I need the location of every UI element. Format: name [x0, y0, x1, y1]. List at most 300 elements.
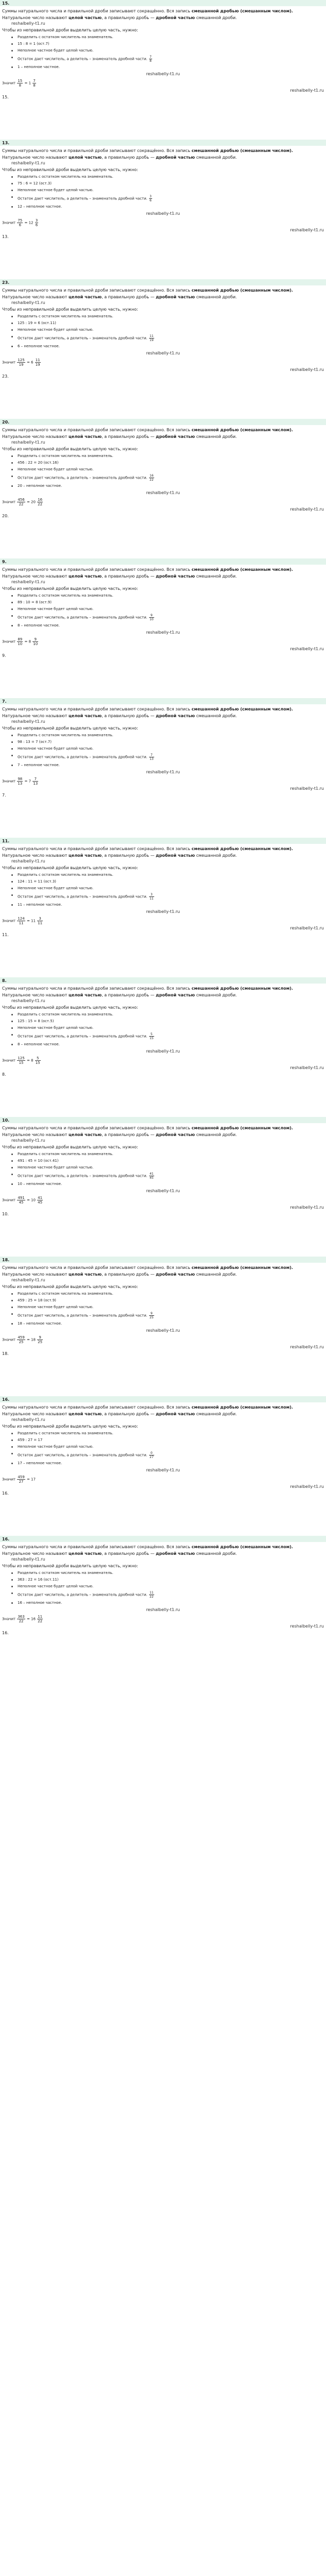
- intro-bold: дробной частью: [156, 295, 195, 299]
- step-item: Остаток дает числитель, а делитель – знаменатель дробной части. $\frac{5}{15}$: [2, 1032, 324, 1040]
- step-item: Остаток дает числитель, а делитель – знаменатель дробной части. $\frac{7}{13}$: [2, 753, 324, 761]
- instruction-text: Чтобы из неправильной дроби выделить целую часть, нужно:: [2, 447, 138, 451]
- fraction-denominator: 8: [33, 83, 36, 88]
- fraction-denominator: 15: [150, 1037, 154, 1040]
- fraction: [149, 753, 154, 761]
- intro-paragraph: Суммы натурального числа и правильной дроби записывают сокращённо. Вся запись смешанной дробью (смешанным числом).: [2, 1405, 294, 1410]
- task-header-band: 11.: [0, 838, 326, 844]
- fraction: [37, 1335, 43, 1344]
- fraction: [37, 917, 43, 925]
- fraction-numerator: 125: [18, 1056, 25, 1060]
- watermark-text: reshalbelly-t1.ru: [146, 630, 180, 635]
- fraction-numerator: 15: [18, 79, 23, 83]
- intro-paragraph: Натуральное число называют целой частью, а правильную дробь — дробной частью смешанной дроби.: [2, 15, 237, 20]
- steps-list: [2, 1292, 324, 1326]
- step-item: 75 : 6 = 12 (ост.3): [2, 181, 324, 186]
- task-number: 7.: [2, 793, 6, 798]
- fraction-denominator: 22: [150, 1595, 154, 1599]
- fraction-numerator: 11: [38, 1615, 43, 1619]
- intro-paragraph: Натуральное число называют целой частью, а правильную дробь — дробной частью смешанной дроби.: [2, 295, 237, 299]
- answer-label: Значит: [2, 1617, 17, 1621]
- intro-paragraph: Натуральное число называют целой частью, а правильную дробь — дробной частью смешанной дроби.: [2, 1551, 237, 1556]
- intro-paragraph: Суммы натурального числа и правильной дроби записывают сокращённо. Вся запись смешанной дробью (смешанным числом).: [2, 148, 294, 153]
- watermark-text: reshalbelly-t1.ru: [290, 1065, 324, 1070]
- fraction-numerator: 124: [18, 917, 25, 921]
- answer-line: Значит $\frac{75}{6}$ = 12 $\frac{3}{6}$: [2, 218, 38, 227]
- intro-paragraph: Натуральное число называют целой частью, а правильную дробь — дробной частью смешанной дроби.: [2, 155, 237, 160]
- watermark-text: reshalbelly-t1.ru: [290, 1484, 324, 1489]
- task-block: [0, 0, 326, 140]
- task-header-band: 7.: [0, 698, 326, 704]
- fraction: [149, 1032, 154, 1040]
- fraction: [149, 55, 152, 63]
- task-number: 15.: [2, 95, 9, 99]
- watermark-text: reshalbelly-t1.ru: [146, 1049, 180, 1054]
- task-block: [0, 977, 326, 1117]
- step-item: 124 : 11 = 11 (ост.3): [2, 879, 324, 884]
- step-item: Остаток дает числитель, а делитель – знаменатель дробной части. $\frac{0}{27}$: [2, 1451, 324, 1459]
- intro-paragraph: Натуральное число называют целой частью, а правильную дробь — дробной частью смешанной дроби.: [2, 714, 237, 718]
- fraction-numerator: 7: [150, 55, 152, 59]
- intro-paragraph: Натуральное число называют целой частью, а правильную дробь — дробной частью смешанной дроби.: [2, 1272, 237, 1277]
- intro-paragraph: Натуральное число называют целой частью, а правильную дробь — дробной частью смешанной дроби.: [2, 574, 237, 579]
- watermark-text: reshalbelly-t1.ru: [290, 228, 324, 232]
- step-item: Неполное частное будет целой частью.: [2, 1165, 324, 1170]
- fraction-numerator: 459: [18, 1475, 25, 1479]
- task-number: 8.: [2, 1072, 6, 1077]
- task-number: 13.: [2, 234, 9, 239]
- step-item: 491 : 45 = 10 (ост.41): [2, 1159, 324, 1163]
- watermark-text: reshalbelly-t1.ru: [290, 926, 324, 930]
- fraction: [149, 614, 154, 621]
- watermark-text: reshalbelly-t1.ru: [11, 1278, 45, 1282]
- fraction: [17, 777, 23, 786]
- intro-bold: целой частью: [68, 993, 102, 997]
- task-header-band: 23.: [0, 279, 326, 285]
- intro-bold: дробной частью: [156, 15, 195, 20]
- fraction: [149, 1172, 154, 1180]
- fraction-denominator: 11: [19, 921, 24, 925]
- steps-list: [2, 1012, 324, 1047]
- answer-line: Значит $\frac{124}{11}$ = 11 $\frac{3}{11}$: [2, 917, 43, 925]
- step-item: 12 – неполное частное.: [2, 205, 324, 209]
- fraction-denominator: 10: [33, 642, 38, 646]
- intro-paragraph: Суммы натурального числа и правильной дроби записывают сокращённо. Вся запись смешанной дробью (смешанным числом).: [2, 846, 294, 851]
- fraction-denominator: 10: [150, 618, 154, 621]
- fraction: [17, 917, 25, 925]
- step-item: Неполное частное будет целой частью.: [2, 1445, 324, 1449]
- intro-bold: смешанной дробью (смешанным числом).: [191, 567, 294, 572]
- watermark-text: reshalbelly-t1.ru: [11, 998, 45, 1003]
- fraction-denominator: 15: [35, 1061, 40, 1065]
- fraction: [17, 1196, 25, 1205]
- step-item: 459 : 27 = 17: [2, 1438, 324, 1443]
- instruction-text: Чтобы из неправильной дроби выделить целую часть, нужно:: [2, 1424, 138, 1429]
- intro-bold: смешанной дробью (смешанным числом).: [191, 9, 294, 13]
- fraction-denominator: 8: [150, 59, 152, 63]
- fraction-numerator: 75: [18, 218, 23, 223]
- fraction: [17, 1335, 25, 1344]
- task-number: 16.: [2, 1491, 9, 1496]
- fraction-denominator: 10: [18, 642, 23, 646]
- fraction-denominator: 11: [38, 921, 43, 925]
- fraction: [149, 1451, 154, 1459]
- fraction-denominator: 19: [150, 338, 154, 342]
- instruction-text: Чтобы из неправильной дроби выделить целую часть, нужно:: [2, 726, 138, 731]
- fraction-denominator: 13: [150, 757, 154, 761]
- answer-label: Значит: [2, 360, 17, 365]
- intro-bold: смешанной дробью (смешанным числом).: [191, 846, 294, 851]
- intro-bold: дробной частью: [156, 714, 195, 718]
- watermark-text: reshalbelly-t1.ru: [290, 1345, 324, 1349]
- fraction-numerator: 11: [150, 1591, 154, 1595]
- step-item: Разделить с остатком числитель на знаменатель.: [2, 1571, 324, 1575]
- fraction-numerator: 5: [35, 1056, 41, 1061]
- fraction-numerator: 9: [149, 614, 154, 618]
- intro-bold: смешанной дробью (смешанным числом).: [191, 428, 294, 432]
- step-item: Разделить с остатком числитель на знаменатель.: [2, 454, 324, 459]
- fraction: [35, 1056, 41, 1065]
- step-item: Разделить с остатком числитель на знаменатель.: [2, 733, 324, 738]
- fraction-denominator: 6: [35, 223, 38, 227]
- intro-bold: дробной частью: [156, 434, 195, 439]
- step-item: Неполное частное будет целой частью.: [2, 747, 324, 751]
- task-header-band: 18.: [0, 1257, 326, 1263]
- step-item: 125 : 15 = 8 (ост.5): [2, 1019, 324, 1024]
- watermark-text: reshalbelly-t1.ru: [290, 507, 324, 512]
- answer-label: Значит: [2, 221, 17, 225]
- task-number: 16.: [2, 1631, 9, 1635]
- answer-line: Значит $\frac{15}{8}$ = 1 $\frac{7}{8}$: [2, 79, 36, 88]
- step-item: Неполное частное будет целой частью.: [2, 48, 324, 53]
- task-block: [0, 140, 326, 279]
- watermark-text: reshalbelly-t1.ru: [146, 490, 180, 495]
- answer-line: Значит $\frac{125}{15}$ = 8 $\frac{5}{15}$: [2, 1056, 40, 1065]
- step-item: 10 – неполное частное.: [2, 1182, 324, 1187]
- watermark-text: reshalbelly-t1.ru: [11, 580, 45, 584]
- intro-bold: дробной частью: [156, 993, 195, 997]
- fraction-denominator: 22: [150, 478, 154, 482]
- fraction-denominator: 19: [19, 363, 24, 367]
- watermark-text: reshalbelly-t1.ru: [11, 1417, 45, 1422]
- task-block: [0, 558, 326, 698]
- task-number: 11.: [2, 933, 9, 937]
- fraction: [17, 1615, 25, 1623]
- step-item: 7 – неполное частное.: [2, 763, 324, 768]
- step-item: Разделить с остатком числитель на знаменатель.: [2, 35, 324, 40]
- fraction-denominator: 45: [19, 1200, 24, 1205]
- answer-line: Значит $\frac{363}{22}$ = 16 $\frac{11}{22}$: [2, 1615, 43, 1623]
- fraction-numerator: 9: [37, 1335, 43, 1340]
- watermark-text: reshalbelly-t1.ru: [146, 1607, 180, 1612]
- intro-paragraph: Натуральное число называют целой частью, а правильную дробь — дробной частью смешанной дроби.: [2, 434, 237, 439]
- watermark-text: reshalbelly-t1.ru: [11, 300, 45, 305]
- task-block: [0, 838, 326, 977]
- intro-bold: целой частью: [68, 853, 102, 858]
- intro-bold: целой частью: [68, 295, 102, 299]
- fraction-denominator: 22: [38, 502, 43, 506]
- intro-bold: дробной частью: [156, 853, 195, 858]
- step-item: 8 – неполное частное.: [2, 1042, 324, 1047]
- fraction-numerator: 3: [35, 218, 38, 223]
- task-block: [0, 698, 326, 838]
- intro-bold: смешанной дробью (смешанным числом).: [191, 288, 294, 293]
- step-item: Неполное частное будет целой частью.: [2, 886, 324, 891]
- answer-line: Значит $\frac{98}{13}$ = 7 $\frac{7}{13}$: [2, 777, 38, 786]
- intro-bold: смешанной дробью (смешанным числом).: [191, 1545, 294, 1549]
- answer-line: Значит $\frac{491}{45}$ = 10 $\frac{41}{45}$: [2, 1196, 43, 1205]
- fraction-denominator: 13: [18, 782, 23, 786]
- step-item: Остаток дает числитель, а делитель – знаменатель дробной части. $\frac{7}{8}$: [2, 55, 324, 63]
- watermark-text: reshalbelly-t1.ru: [146, 1189, 180, 1193]
- fraction-numerator: 125: [18, 358, 25, 362]
- watermark-text: reshalbelly-t1.ru: [11, 440, 45, 445]
- step-item: 89 : 10 = 8 (ост.9): [2, 600, 324, 605]
- fraction-numerator: 7: [33, 79, 36, 83]
- fraction-denominator: 6: [150, 199, 152, 202]
- step-item: Остаток дает числитель, а делитель – знаменатель дробной части. $\frac{3}{11}$: [2, 893, 324, 901]
- task-block: [0, 279, 326, 419]
- instruction-text: Чтобы из неправильной дроби выделить целую часть, нужно:: [2, 1145, 138, 1149]
- fraction: [149, 893, 154, 901]
- intro-bold: целой частью: [68, 574, 102, 579]
- step-item: 20 – неполное частное.: [2, 484, 324, 488]
- intro-bold: смешанной дробью (смешанным числом).: [191, 707, 294, 711]
- fraction: [37, 1196, 43, 1205]
- watermark-text: reshalbelly-t1.ru: [290, 1624, 324, 1629]
- watermark-text: reshalbelly-t1.ru: [146, 211, 180, 216]
- steps-list: [2, 873, 324, 907]
- step-item: Остаток дает числитель, а делитель – знаменатель дробной части. $\frac{11}{22}$: [2, 1591, 324, 1599]
- watermark-text: reshalbelly-t1.ru: [146, 1468, 180, 1472]
- intro-bold: дробной частью: [156, 1132, 195, 1137]
- fraction-numerator: 89: [18, 637, 23, 641]
- answer-label: Значит: [2, 639, 17, 644]
- fraction-denominator: 25: [38, 1340, 43, 1344]
- steps-list: [2, 1431, 324, 1466]
- step-item: Разделить с остатком числитель на знаменатель.: [2, 1431, 324, 1436]
- watermark-text: reshalbelly-t1.ru: [146, 770, 180, 774]
- fraction: [17, 358, 25, 367]
- watermark-text: reshalbelly-t1.ru: [290, 786, 324, 791]
- watermark-text: reshalbelly-t1.ru: [11, 1138, 45, 1143]
- intro-paragraph: Суммы натурального числа и правильной дроби записывают сокращённо. Вся запись смешанной дробью (смешанным числом).: [2, 1126, 294, 1130]
- intro-bold: дробной частью: [156, 1551, 195, 1556]
- intro-bold: целой частью: [68, 434, 102, 439]
- intro-paragraph: Суммы натурального числа и правильной дроби записывают сокращённо. Вся запись смешанной дробью (смешанным числом).: [2, 986, 294, 991]
- task-header-band: 9.: [0, 558, 326, 565]
- step-item: Неполное частное будет целой частью.: [2, 1026, 324, 1030]
- fraction: [17, 1475, 25, 1484]
- fraction: [149, 1591, 154, 1599]
- fraction-denominator: 15: [19, 1061, 24, 1065]
- fraction-denominator: 27: [150, 1455, 154, 1459]
- fraction-numerator: 7: [149, 753, 154, 757]
- fraction: [37, 1615, 43, 1623]
- step-item: Неполное частное будет целой частью.: [2, 1305, 324, 1310]
- watermark-text: reshalbelly-t1.ru: [146, 1328, 180, 1333]
- instruction-text: Чтобы из неправильной дроби выделить целую часть, нужно:: [2, 167, 138, 172]
- fraction-numerator: 3: [149, 893, 154, 897]
- intro-paragraph: Натуральное число называют целой частью, а правильную дробь — дробной частью смешанной дроби.: [2, 1412, 237, 1416]
- fraction: [17, 637, 23, 646]
- answer-line: Значит $\frac{459}{25}$ = 18 $\frac{9}{25}$: [2, 1335, 43, 1344]
- task-number: 20.: [2, 514, 9, 518]
- fraction-numerator: 3: [37, 917, 43, 921]
- task-header-band: 20.: [0, 419, 326, 425]
- task-block: [0, 1396, 326, 1536]
- step-item: Неполное частное будет целой частью.: [2, 607, 324, 612]
- watermark-text: reshalbelly-t1.ru: [290, 367, 324, 372]
- step-item: 363 : 22 = 16 (ост.11): [2, 1578, 324, 1582]
- fraction-denominator: 6: [19, 223, 22, 227]
- fraction: [37, 498, 43, 506]
- intro-paragraph: Суммы натурального числа и правильной дроби записывают сокращённо. Вся запись смешанной дробью (смешанным числом).: [2, 1265, 294, 1270]
- instruction-text: Чтобы из неправильной дроби выделить целую часть, нужно:: [2, 586, 138, 591]
- answer-label: Значит: [2, 919, 17, 923]
- fraction-numerator: 98: [18, 777, 23, 781]
- watermark-text: reshalbelly-t1.ru: [290, 88, 324, 93]
- answer-label: Значит: [2, 1058, 17, 1063]
- intro-bold: целой частью: [68, 155, 102, 160]
- step-item: 15 : 8 = 1 (ост.7): [2, 42, 324, 46]
- fraction-denominator: 19: [35, 363, 40, 367]
- fraction: [32, 79, 36, 88]
- task-block: [0, 1117, 326, 1257]
- fraction: [17, 1056, 25, 1065]
- steps-list: [2, 35, 324, 70]
- instruction-text: Чтобы из неправильной дроби выделить целую часть, нужно:: [2, 1005, 138, 1010]
- fraction: [32, 777, 38, 786]
- intro-bold: дробной частью: [156, 1272, 195, 1277]
- answer-label: Значит: [2, 81, 17, 86]
- step-item: 98 : 13 = 7 (ост.7): [2, 740, 324, 744]
- fraction-numerator: 491: [18, 1196, 25, 1200]
- step-item: Разделить с остатком числитель на знаменатель.: [2, 314, 324, 319]
- fraction: [149, 474, 154, 482]
- fraction-denominator: 25: [19, 1340, 24, 1344]
- answer-label: Значит: [2, 500, 17, 504]
- step-item: 8 – неполное частное.: [2, 623, 324, 628]
- intro-bold: смешанной дробью (смешанным числом).: [191, 1126, 294, 1130]
- step-item: Неполное частное будет целой частью.: [2, 328, 324, 332]
- step-item: Разделить с остатком числитель на знаменатель.: [2, 1152, 324, 1157]
- fraction-denominator: 22: [19, 502, 24, 506]
- fraction: [149, 334, 154, 342]
- steps-list: [2, 314, 324, 349]
- task-header-band: 16.: [0, 1536, 326, 1542]
- fraction-denominator: 22: [38, 1619, 43, 1623]
- intro-bold: целой частью: [68, 15, 102, 20]
- answer-label: Значит: [2, 1477, 17, 1482]
- fraction-denominator: 45: [38, 1200, 43, 1205]
- fraction: [17, 79, 23, 88]
- intro-paragraph: Суммы натурального числа и правильной дроби записывают сокращённо. Вся запись смешанной дробью (смешанным числом).: [2, 428, 294, 432]
- step-item: 18 – неполное частное.: [2, 1321, 324, 1326]
- answer-line: Значит $\frac{89}{10}$ = 8 $\frac{9}{10}$: [2, 637, 38, 646]
- step-item: Неполное частное будет целой частью.: [2, 188, 324, 193]
- fraction-numerator: 7: [32, 777, 38, 782]
- intro-bold: смешанной дробью (смешанным числом).: [191, 1405, 294, 1410]
- task-block: [0, 1257, 326, 1396]
- fraction: [17, 498, 25, 506]
- step-item: Разделить с остатком числитель на знаменатель.: [2, 873, 324, 877]
- step-item: 1 – неполное частное.: [2, 65, 324, 70]
- fraction-numerator: 363: [18, 1615, 25, 1619]
- step-item: Остаток дает числитель, а делитель – знаменатель дробной части. $\frac{3}{6}$: [2, 195, 324, 202]
- watermark-text: reshalbelly-t1.ru: [11, 1557, 45, 1562]
- fraction: [35, 218, 38, 227]
- watermark-text: reshalbelly-t1.ru: [290, 647, 324, 651]
- fraction-denominator: 45: [150, 1176, 154, 1180]
- fraction: [32, 637, 38, 646]
- watermark-text: reshalbelly-t1.ru: [11, 859, 45, 863]
- instruction-text: Чтобы из неправильной дроби выделить целую часть, нужно:: [2, 307, 138, 312]
- answer-line: Значит $\frac{456}{22}$ = 20 $\frac{16}{22}$: [2, 498, 43, 506]
- fraction-numerator: 0: [149, 1451, 154, 1455]
- fraction-numerator: 9: [149, 1312, 154, 1316]
- watermark-text: reshalbelly-t1.ru: [11, 719, 45, 724]
- intro-paragraph: Суммы натурального числа и правильной дроби записывают сокращённо. Вся запись смешанной дробью (смешанным числом).: [2, 707, 294, 711]
- intro-paragraph: Натуральное число называют целой частью, а правильную дробь — дробной частью смешанной дроби.: [2, 993, 237, 997]
- step-item: Разделить с остатком числитель на знаменатель.: [2, 1292, 324, 1296]
- task-header-band: 10.: [0, 1117, 326, 1123]
- answer-line: Значит $\frac{125}{19}$ = 6 $\frac{11}{19}$: [2, 358, 40, 367]
- intro-paragraph: Натуральное число называют целой частью, а правильную дробь — дробной частью смешанной дроби.: [2, 853, 237, 858]
- intro-bold: целой частью: [68, 1412, 102, 1416]
- watermark-text: reshalbelly-t1.ru: [11, 161, 45, 165]
- fraction-denominator: 8: [19, 83, 22, 88]
- watermark-text: reshalbelly-t1.ru: [290, 1205, 324, 1210]
- step-item: 11 – неполное частное.: [2, 903, 324, 907]
- task-header-band: 16.: [0, 1396, 326, 1402]
- instruction-text: Чтобы из неправильной дроби выделить целую часть, нужно:: [2, 1284, 138, 1289]
- fraction-numerator: 11: [35, 358, 40, 362]
- intro-bold: смешанной дробью (смешанным числом).: [191, 986, 294, 991]
- steps-list: [2, 454, 324, 488]
- watermark-text: reshalbelly-t1.ru: [146, 72, 180, 76]
- watermark-text: reshalbelly-t1.ru: [11, 21, 45, 26]
- fraction: [149, 1312, 154, 1319]
- step-item: 6 – неполное частное.: [2, 344, 324, 349]
- intro-bold: целой частью: [68, 1132, 102, 1137]
- intro-paragraph: Натуральное число называют целой частью, а правильную дробь — дробной частью смешанной дроби.: [2, 1132, 237, 1137]
- fraction-numerator: 41: [38, 1196, 43, 1200]
- fraction-denominator: 22: [19, 1619, 24, 1623]
- step-item: Неполное частное будет целой частью.: [2, 467, 324, 472]
- fraction: [17, 218, 23, 227]
- task-header-band: 8.: [0, 977, 326, 984]
- intro-paragraph: Суммы натурального числа и правильной дроби записывают сокращённо. Вся запись смешанной дробью (смешанным числом).: [2, 567, 294, 572]
- intro-paragraph: Суммы натурального числа и правильной дроби записывают сокращённо. Вся запись смешанной дробью (смешанным числом).: [2, 1545, 294, 1549]
- step-item: Разделить с остатком числитель на знаменатель.: [2, 594, 324, 598]
- step-item: Остаток дает числитель, а делитель – знаменатель дробной части. $\frac{16}{22}$: [2, 474, 324, 482]
- step-item: Разделить с остатком числитель на знаменатель.: [2, 1012, 324, 1017]
- step-item: 456 : 22 = 20 (ост.16): [2, 461, 324, 465]
- intro-bold: смешанной дробью (смешанным числом).: [191, 1265, 294, 1270]
- task-block: [0, 1536, 326, 1675]
- step-item: Остаток дает числитель, а делитель – знаменатель дробной части. $\frac{41}{45}$: [2, 1172, 324, 1180]
- intro-bold: дробной частью: [156, 155, 195, 160]
- step-item: Остаток дает числитель, а делитель – знаменатель дробной части. $\frac{9}{10}$: [2, 614, 324, 621]
- watermark-text: reshalbelly-t1.ru: [146, 351, 180, 355]
- fraction: [149, 195, 152, 202]
- intro-bold: целой частью: [68, 714, 102, 718]
- answer-label: Значит: [2, 1337, 17, 1342]
- steps-list: [2, 1152, 324, 1187]
- step-item: Разделить с остатком числитель на знаменатель.: [2, 175, 324, 179]
- intro-bold: целой частью: [68, 1272, 102, 1277]
